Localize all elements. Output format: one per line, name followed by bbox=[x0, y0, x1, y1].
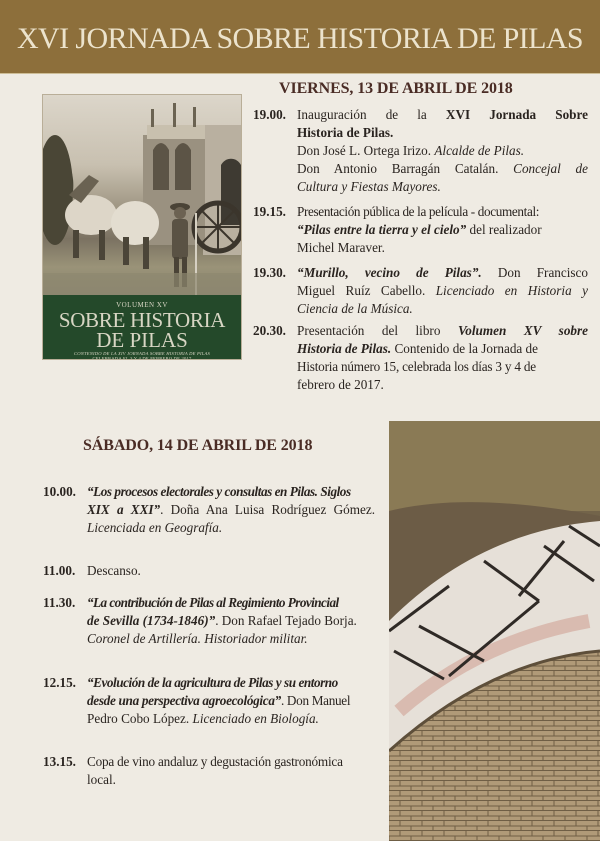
speaker-role: Ciencia de la Música. bbox=[297, 301, 413, 316]
speaker-name: . Don Manuel bbox=[280, 693, 351, 708]
speaker-name: Don Francisco bbox=[481, 265, 588, 280]
event-time: 20.30. bbox=[253, 323, 286, 338]
speaker-role: Licenciado en Historia y bbox=[435, 283, 588, 298]
cover-title-panel bbox=[43, 295, 241, 359]
speaker-name: Miguel Ruíz Cabello. bbox=[297, 283, 436, 298]
event-title: “Los procesos electorales y consultas en Pilas. Siglos bbox=[87, 484, 351, 499]
event-text: del realizador bbox=[466, 222, 542, 237]
friday-event-1930 bbox=[253, 264, 588, 318]
event-title: desde una perspectiva agroecológica” bbox=[87, 693, 281, 708]
event-title: XVI Jornada Sobre bbox=[445, 107, 588, 122]
arch-photo bbox=[389, 421, 600, 841]
cover-title-line2: DE PILAS bbox=[96, 328, 188, 352]
event-title: “La contribución de Pilas al Regimiento Provincial bbox=[87, 595, 339, 610]
event-title: “Evolución de la agricultura de Pilas y su entorno bbox=[87, 675, 338, 690]
speaker-role: Alcalde de Pilas. bbox=[434, 143, 525, 158]
speaker-role: Concejal de bbox=[513, 161, 588, 176]
saturday-event-1215 bbox=[43, 674, 375, 728]
event-text: febrero de 2017. bbox=[297, 377, 384, 392]
cover-volume: VOLUMEN XV bbox=[116, 301, 168, 309]
speaker-role: Coronel de Artillería. Historiador militar. bbox=[87, 631, 308, 646]
event-title: “Pilas entre la tierra y el cielo” bbox=[297, 222, 467, 237]
event-text: Inauguración de la bbox=[297, 107, 446, 122]
event-text: Descanso. bbox=[87, 563, 141, 578]
event-title: Historia de Pilas. bbox=[297, 125, 394, 140]
speaker-role: Licenciado en Biología. bbox=[192, 711, 319, 726]
cover-title-line1: SOBRE HISTORIA bbox=[58, 308, 226, 332]
saturday-event-1315 bbox=[43, 753, 375, 789]
speaker-name: Pedro Cobo López. bbox=[87, 711, 193, 726]
event-time: 11.00. bbox=[43, 563, 76, 578]
speaker-name: . Don Rafael Tejado Borja. bbox=[215, 613, 357, 628]
friday-title: VIERNES, 13 DE ABRIL DE 2018 bbox=[279, 80, 513, 97]
friday-event-1915 bbox=[253, 203, 588, 257]
event-text: Presentación pública de la película - documental: bbox=[297, 204, 540, 219]
book-title: Volumen XV sobre bbox=[457, 323, 588, 338]
friday-event-2030 bbox=[253, 322, 588, 394]
speaker-name: Michel Maraver. bbox=[297, 240, 385, 255]
saturday-event-1100 bbox=[43, 562, 375, 580]
event-time: 12.15. bbox=[43, 675, 76, 690]
book-cover-image bbox=[42, 94, 242, 360]
brick-arch-photo-icon bbox=[389, 421, 600, 841]
page-title: XVI JORNADA SOBRE HISTORIA DE PILAS bbox=[16, 21, 583, 55]
speaker-name: Don Antonio Barragán Catalán. bbox=[297, 161, 514, 176]
saturday-event-1130 bbox=[43, 594, 375, 648]
event-time: 13.15. bbox=[43, 754, 76, 769]
saturday-title: SÁBADO, 14 DE ABRIL DE 2018 bbox=[83, 437, 313, 454]
cover-photo bbox=[43, 95, 241, 295]
event-time: 19.00. bbox=[253, 107, 286, 122]
speaker-name: . Doña Ana Luisa Rodríguez Gómez. bbox=[160, 502, 375, 517]
event-time: 11.30. bbox=[43, 595, 76, 610]
event-time: 19.15. bbox=[253, 204, 286, 219]
event-title: “Murillo, vecino de Pilas”. bbox=[297, 265, 482, 280]
event-time: 10.00. bbox=[43, 484, 76, 499]
ox-cart-photo-icon bbox=[43, 95, 241, 295]
event-text: Copa de vino andaluz y degustación gastronómica bbox=[87, 754, 343, 769]
event-text: local. bbox=[87, 772, 116, 787]
event-time: 19.30. bbox=[253, 265, 286, 280]
cover-subtitle-line1: CONTENIDO DE LA XIV JORNADA SOBRE HISTORIA DE PILAS bbox=[73, 351, 211, 356]
speaker-role: Licenciada en Geografía. bbox=[87, 520, 223, 535]
book-title: Historia de Pilas. bbox=[297, 341, 392, 356]
event-text: Historia número 15, celebrada los días 3 y 4 de bbox=[297, 359, 536, 374]
friday-event-1900 bbox=[253, 106, 588, 196]
speaker-role: Cultura y Fiestas Mayores. bbox=[297, 179, 441, 194]
header-banner bbox=[0, 0, 600, 74]
cover-subtitle-line2: CELEBRADA EL 3 Y 4 DE FEBRERO DE 2017 bbox=[92, 356, 192, 360]
speaker-name: Don José L. Ortega Irizo. bbox=[297, 143, 435, 158]
event-text: Contenido de la Jornada de bbox=[391, 341, 539, 356]
event-title: XIX a XXI” bbox=[87, 502, 161, 517]
event-title: de Sevilla (1734-1846)” bbox=[87, 613, 216, 628]
saturday-event-1000 bbox=[43, 483, 375, 537]
event-text: Presentación del libro bbox=[297, 323, 458, 338]
